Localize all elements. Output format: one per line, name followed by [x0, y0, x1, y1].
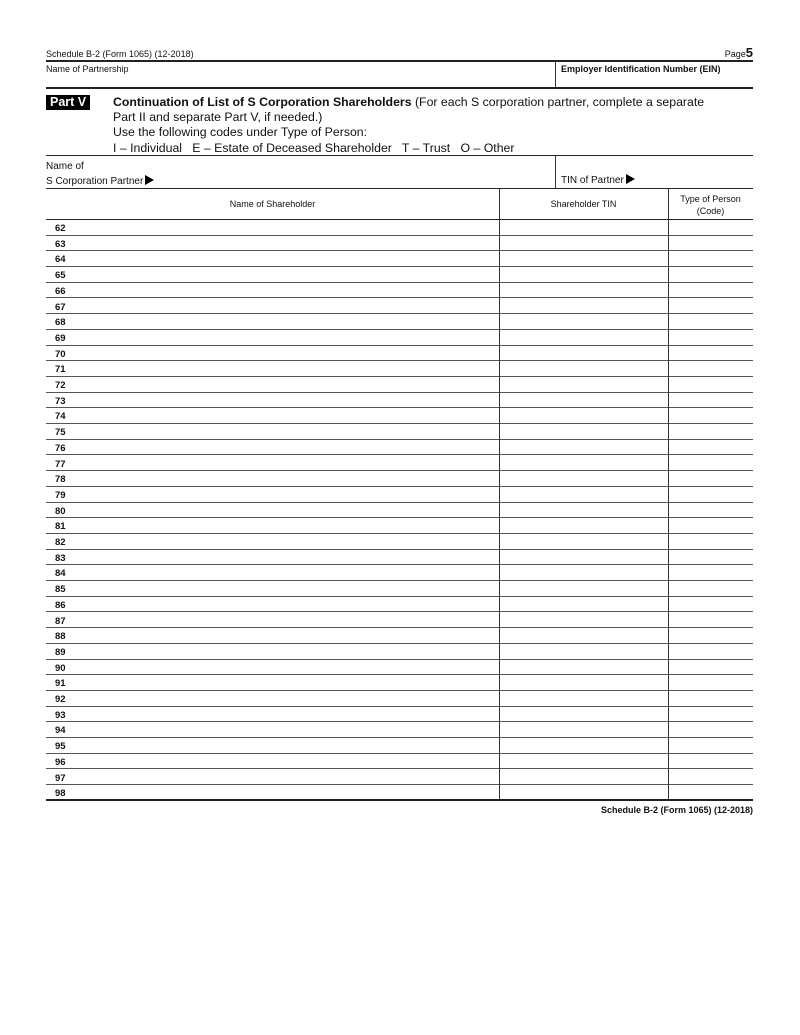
type-of-person-field[interactable] [669, 456, 753, 470]
row-number: 79 [55, 489, 66, 501]
shareholder-tin-field[interactable] [500, 440, 668, 454]
row-number: 63 [55, 238, 66, 250]
shareholder-name-field[interactable] [66, 660, 541, 674]
type-of-person-field[interactable] [669, 754, 753, 768]
row-number: 90 [55, 662, 66, 674]
arrow-right-icon [626, 174, 635, 184]
col-header-type-line1: Type of Person [680, 194, 741, 204]
shareholder-name-field[interactable] [66, 487, 541, 501]
shareholder-name-field[interactable] [66, 471, 541, 485]
page-label: Page [724, 49, 746, 59]
type-of-person-field[interactable] [669, 314, 753, 328]
part-title-note: (For each S corporation partner, complete a separate [411, 95, 705, 109]
page-number: 5 [745, 45, 753, 60]
shareholder-name-field[interactable] [66, 738, 541, 752]
type-of-person-field[interactable] [669, 722, 753, 736]
type-of-person-field[interactable] [669, 613, 753, 627]
shareholder-tin-field[interactable] [500, 691, 668, 705]
shareholder-tin-field[interactable] [500, 722, 668, 736]
shareholder-name-field[interactable] [66, 613, 541, 627]
row-number: 82 [55, 537, 66, 548]
row-number: 75 [55, 427, 66, 439]
shareholder-tin-field[interactable] [500, 644, 668, 658]
shareholder-name-field[interactable] [66, 597, 541, 611]
type-of-person-field[interactable] [669, 785, 753, 799]
type-of-person-field[interactable] [669, 377, 753, 391]
row-number: 66 [55, 285, 66, 297]
shareholder-name-field[interactable] [66, 424, 541, 438]
shareholder-name-field[interactable] [66, 550, 541, 564]
shareholder-name-field[interactable] [66, 644, 541, 658]
table-row [46, 644, 753, 660]
shareholder-name-field[interactable] [66, 707, 541, 721]
type-of-person-field[interactable] [669, 675, 753, 689]
table-row [46, 487, 753, 503]
partnership-name-label: Name of Partnership [46, 64, 129, 74]
row-number: 64 [55, 254, 66, 266]
shareholder-tin-field[interactable] [500, 330, 668, 344]
type-of-person-field[interactable] [669, 267, 753, 281]
table-row [46, 675, 753, 691]
arrow-right-icon [145, 175, 154, 185]
table-row [46, 503, 753, 519]
shareholder-name-field[interactable] [66, 330, 541, 344]
type-of-person-field[interactable] [669, 503, 753, 517]
shareholder-tin-field[interactable] [500, 754, 668, 768]
table-row [46, 518, 753, 534]
ein-label: Employer Identification Number (EIN) [561, 64, 721, 74]
shareholder-tin-field[interactable] [500, 471, 668, 485]
shareholder-name-field[interactable] [66, 770, 541, 784]
shareholder-name-field[interactable] [66, 267, 541, 281]
shareholder-tin-field[interactable] [500, 785, 668, 799]
shareholder-name-field[interactable] [66, 236, 541, 250]
type-of-person-field[interactable] [669, 565, 753, 579]
row-number: 67 [55, 301, 66, 313]
table-row [46, 581, 753, 597]
column-divider [499, 188, 500, 800]
divider [46, 60, 753, 62]
shareholder-tin-field[interactable] [500, 236, 668, 250]
table-row [46, 471, 753, 487]
table-row [46, 660, 753, 676]
type-of-person-field[interactable] [669, 220, 753, 234]
shareholder-name-field[interactable] [66, 440, 541, 454]
type-of-person-field[interactable] [669, 471, 753, 485]
type-of-person-field[interactable] [669, 707, 753, 721]
table-row [46, 299, 753, 315]
table-row [46, 613, 753, 629]
part-badge: Part V [46, 95, 90, 110]
shareholder-tin-field[interactable] [500, 770, 668, 784]
shareholder-tin-field[interactable] [500, 550, 668, 564]
table-row [46, 377, 753, 393]
table-row [46, 550, 753, 566]
row-number: 72 [55, 380, 66, 391]
part-line-2: Part II and separate Part V, if needed.) [113, 110, 323, 125]
shareholder-name-field[interactable] [66, 518, 541, 532]
table-row [46, 408, 753, 424]
table-row [46, 424, 753, 440]
shareholder-name-field[interactable] [66, 722, 541, 736]
type-of-person-field[interactable] [669, 361, 753, 375]
table-row [46, 236, 753, 252]
type-of-person-field[interactable] [669, 487, 753, 501]
shareholder-name-field[interactable] [66, 393, 541, 407]
partnership-name-field[interactable] [46, 74, 554, 86]
table-row [46, 314, 753, 330]
type-of-person-field[interactable] [669, 299, 753, 313]
type-of-person-field[interactable] [669, 440, 753, 454]
type-of-person-field[interactable] [669, 408, 753, 422]
type-of-person-field[interactable] [669, 236, 753, 250]
table-row [46, 770, 753, 786]
table-row [46, 330, 753, 346]
shareholder-name-field[interactable] [66, 534, 541, 548]
table-row [46, 283, 753, 299]
row-number: 68 [55, 317, 66, 329]
table-row [46, 251, 753, 267]
shareholder-name-field[interactable] [66, 220, 541, 234]
row-number: 87 [55, 615, 66, 627]
table-row [46, 267, 753, 283]
table-row [46, 565, 753, 581]
shareholder-name-field[interactable] [66, 565, 541, 579]
partner-tin-field[interactable] [645, 172, 750, 186]
row-number: 96 [55, 756, 66, 768]
type-of-person-field[interactable] [669, 660, 753, 674]
row-number: 91 [55, 678, 66, 690]
type-of-person-field[interactable] [669, 770, 753, 784]
type-of-person-field[interactable] [669, 628, 753, 642]
table-row [46, 597, 753, 613]
row-number: 65 [55, 270, 66, 282]
row-number: 77 [55, 458, 66, 470]
shareholder-tin-field[interactable] [500, 534, 668, 548]
type-of-person-field[interactable] [669, 283, 753, 297]
type-of-person-field[interactable] [669, 691, 753, 705]
shareholder-tin-field[interactable] [500, 503, 668, 517]
row-number: 73 [55, 395, 66, 407]
row-number: 83 [55, 552, 66, 564]
shareholder-tin-field[interactable] [500, 456, 668, 470]
row-number: 78 [55, 474, 66, 486]
shareholder-tin-field[interactable] [500, 660, 668, 674]
shareholder-tin-field[interactable] [500, 283, 668, 297]
table-row [46, 220, 753, 236]
type-of-person-field[interactable] [669, 330, 753, 344]
row-number: 74 [55, 411, 66, 423]
part-title: Continuation of List of S Corporation Shareholders [113, 95, 412, 109]
row-number: 92 [55, 694, 66, 705]
row-number: 80 [55, 505, 66, 517]
table-row [46, 722, 753, 738]
part-codes-intro: Use the following codes under Type of Person: [113, 125, 368, 140]
divider [46, 188, 753, 189]
shareholder-name-field[interactable] [66, 251, 541, 265]
shareholder-tin-field[interactable] [500, 613, 668, 627]
row-number: 76 [55, 442, 66, 454]
table-row [46, 456, 753, 472]
shareholder-name-field[interactable] [66, 408, 541, 422]
part-heading [113, 95, 753, 156]
type-of-person-field[interactable] [669, 581, 753, 595]
shareholder-tin-field[interactable] [500, 565, 668, 579]
table-row [46, 346, 753, 362]
part-codes: I – Individual E – Estate of Deceased Shareholder T – Trust O – Other [113, 140, 515, 155]
partner-name-label-line1: Name of [46, 161, 84, 172]
type-of-person-field[interactable] [669, 251, 753, 265]
partner-name-field[interactable] [170, 172, 550, 186]
shareholder-tin-field[interactable] [500, 628, 668, 642]
shareholder-tin-field[interactable] [500, 487, 668, 501]
shareholder-tin-field[interactable] [500, 518, 668, 532]
row-number: 86 [55, 599, 66, 611]
shareholder-name-field[interactable] [66, 283, 541, 297]
row-number: 88 [55, 631, 66, 643]
divider [555, 61, 556, 88]
row-number: 95 [55, 741, 66, 753]
shareholder-name-field[interactable] [66, 628, 541, 642]
ein-field[interactable] [561, 74, 751, 86]
shareholder-tin-field[interactable] [500, 220, 668, 234]
shareholder-tin-field[interactable] [500, 738, 668, 752]
table-row [46, 691, 753, 707]
shareholder-name-field[interactable] [66, 314, 541, 328]
divider [46, 799, 753, 801]
col-header-type [668, 193, 753, 217]
table-row [46, 707, 753, 723]
table-row [46, 628, 753, 644]
type-of-person-field[interactable] [669, 644, 753, 658]
partner-tin-label [561, 174, 635, 186]
row-number: 81 [55, 521, 66, 533]
type-of-person-field[interactable] [669, 597, 753, 611]
shareholder-tin-field[interactable] [500, 299, 668, 313]
shareholder-tin-field[interactable] [500, 393, 668, 407]
form-id: Schedule B-2 (Form 1065) (12-2018) [46, 49, 194, 59]
shareholder-name-field[interactable] [66, 299, 541, 313]
table-row [46, 754, 753, 770]
shareholder-tin-field[interactable] [500, 267, 668, 281]
footer-form-id: Schedule B-2 (Form 1065) (12-2018) [600, 805, 753, 815]
partner-name-label-line2: S Corporation Partner [46, 176, 144, 187]
shareholder-tin-field[interactable] [500, 361, 668, 375]
row-number: 93 [55, 709, 66, 721]
shareholder-tin-field[interactable] [500, 346, 668, 360]
type-of-person-field[interactable] [669, 346, 753, 360]
shareholder-name-field[interactable] [66, 581, 541, 595]
divider [555, 155, 556, 188]
shareholder-tin-field[interactable] [500, 314, 668, 328]
row-number: 71 [55, 364, 66, 376]
type-of-person-field[interactable] [669, 534, 753, 548]
row-number: 84 [55, 568, 66, 580]
shareholder-name-field[interactable] [66, 675, 541, 689]
shareholder-name-field[interactable] [66, 361, 541, 375]
shareholder-tin-field[interactable] [500, 597, 668, 611]
shareholder-name-field[interactable] [66, 754, 541, 768]
shareholder-tin-field[interactable] [500, 707, 668, 721]
shareholder-tin-field[interactable] [500, 408, 668, 422]
type-of-person-field[interactable] [669, 518, 753, 532]
shareholder-tin-field[interactable] [500, 251, 668, 265]
shareholder-tin-field[interactable] [500, 675, 668, 689]
shareholder-tin-field[interactable] [500, 377, 668, 391]
type-of-person-field[interactable] [669, 424, 753, 438]
divider [46, 87, 753, 89]
shareholder-name-field[interactable] [66, 377, 541, 391]
type-of-person-field[interactable] [669, 738, 753, 752]
shareholder-tin-field[interactable] [500, 424, 668, 438]
partner-tin-label-text: TIN of Partner [561, 175, 624, 186]
shareholder-name-field[interactable] [66, 691, 541, 705]
row-number: 89 [55, 646, 66, 658]
divider [46, 155, 753, 156]
row-number: 94 [55, 725, 66, 737]
table-row [46, 738, 753, 754]
row-number: 97 [55, 772, 66, 784]
shareholder-name-field[interactable] [66, 346, 541, 360]
table-row [46, 361, 753, 377]
row-number: 98 [55, 788, 66, 800]
row-number: 70 [55, 348, 66, 360]
column-divider [668, 188, 669, 800]
table-row [46, 534, 753, 550]
type-of-person-field[interactable] [669, 550, 753, 564]
type-of-person-field[interactable] [669, 393, 753, 407]
col-header-type-line2: (Code) [696, 206, 725, 216]
table-row [46, 440, 753, 456]
table-row [46, 393, 753, 409]
row-number: 85 [55, 584, 66, 596]
col-header-tin: Shareholder TIN [550, 199, 617, 209]
shareholder-name-field[interactable] [66, 785, 541, 799]
partner-name-label [46, 159, 154, 189]
row-number: 62 [55, 223, 66, 234]
shareholder-name-field[interactable] [66, 503, 541, 517]
shareholder-name-field[interactable] [66, 456, 541, 470]
col-header-name: Name of Shareholder [229, 199, 316, 209]
shareholder-tin-field[interactable] [500, 581, 668, 595]
row-number: 69 [55, 332, 66, 344]
